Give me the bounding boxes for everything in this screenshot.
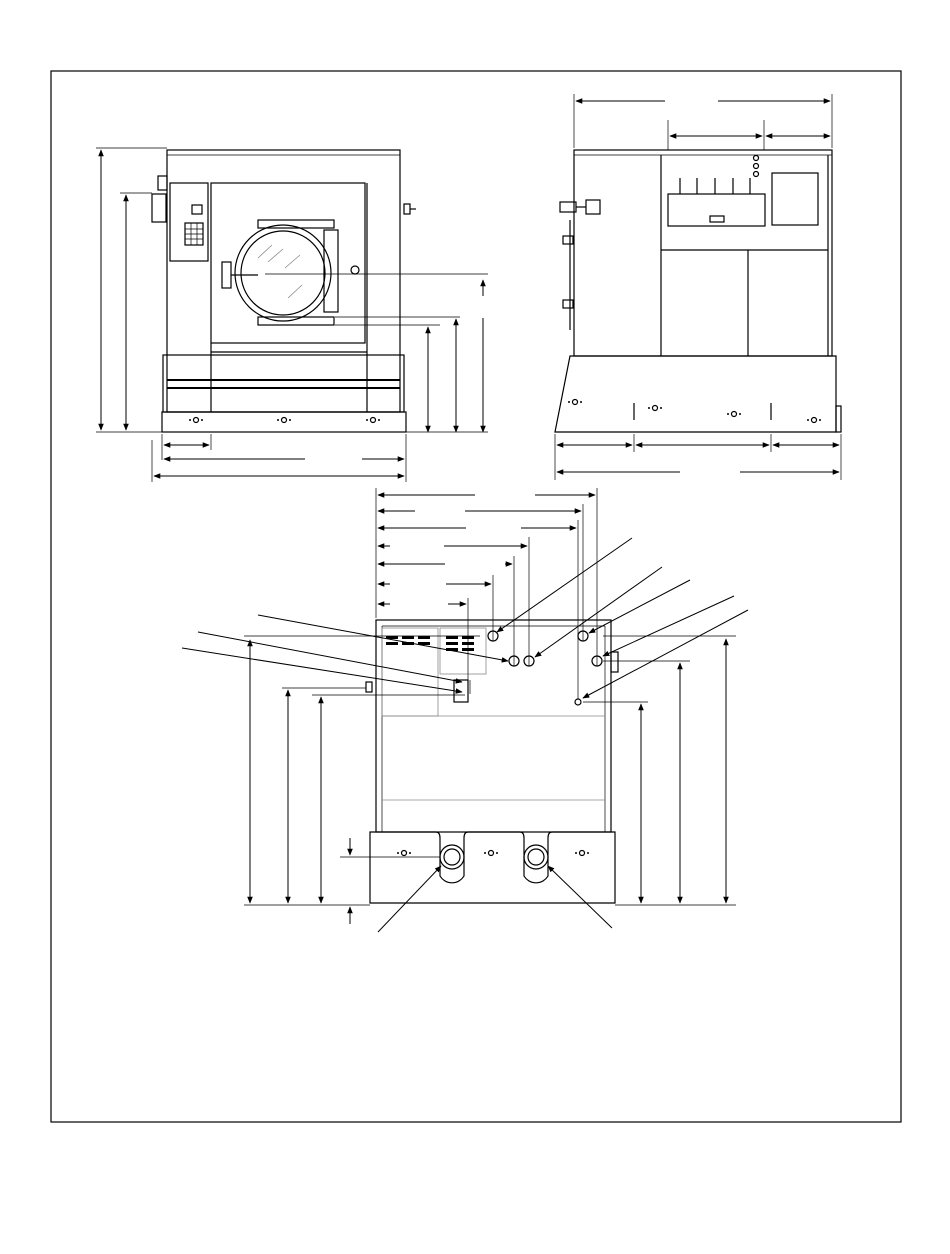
control-panel: [170, 183, 208, 261]
side-cabinet: [574, 150, 832, 356]
rear-leader-arrows: [182, 538, 748, 932]
door-glass: [235, 225, 331, 321]
electrical-box: [772, 173, 818, 225]
connection-ports: [488, 631, 602, 705]
side-dimensions: [555, 94, 841, 480]
bolt-holes: [189, 418, 380, 423]
rear-top-dimensions: [376, 488, 597, 699]
side-view: [555, 94, 841, 480]
front-view: [96, 148, 488, 482]
vent-slots: [386, 636, 474, 651]
motor-box: [668, 194, 765, 226]
rear-right-dimensions: [583, 636, 736, 905]
figure-border: [51, 71, 901, 1122]
rear-bolt-holes: [397, 851, 589, 856]
side-bolt-holes: [568, 400, 821, 423]
rear-view: [182, 488, 748, 932]
